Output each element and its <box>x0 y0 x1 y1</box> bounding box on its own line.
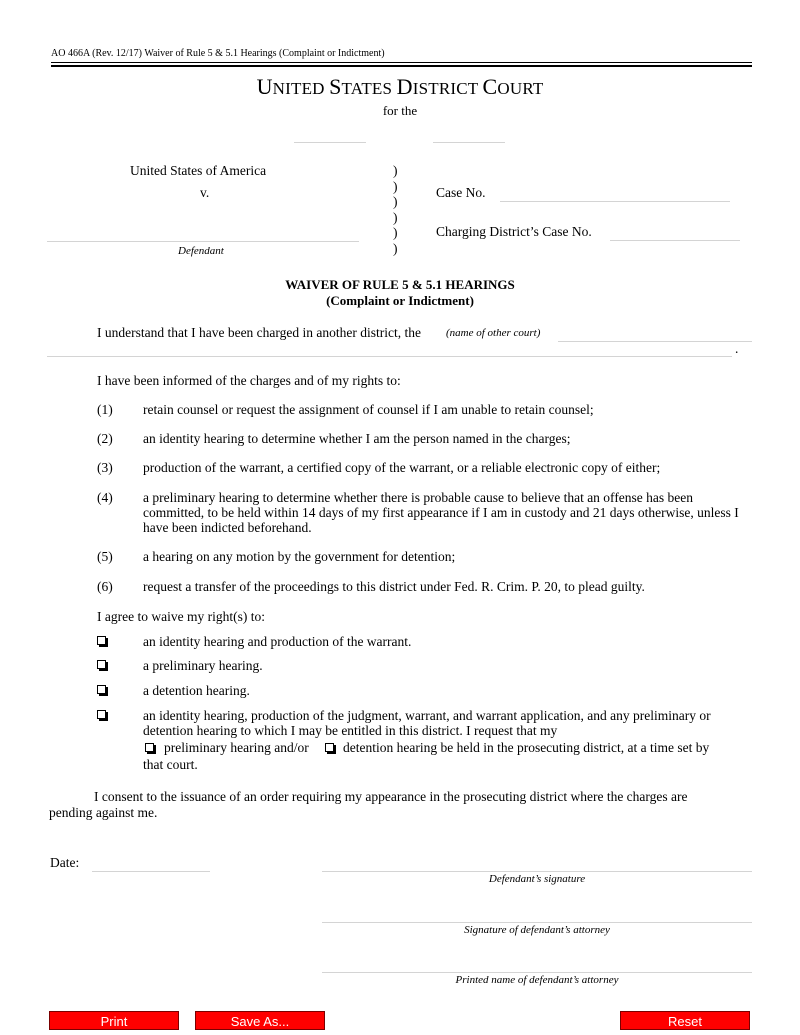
header-rule-thin <box>51 62 752 63</box>
other-court-field-1[interactable] <box>558 326 752 342</box>
right-4-number: (4) <box>97 490 113 505</box>
sub-detention-text: detention hearing be held in the prosecuting district, at a time set by <box>343 740 710 755</box>
court-title-s: S <box>329 74 342 99</box>
waiver-subtitle: (Complaint or Indictment) <box>326 293 474 308</box>
court-title-c: C <box>482 74 498 99</box>
right-3-number: (3) <box>97 460 113 475</box>
sub-option-tail: that court. <box>143 757 198 772</box>
right-6-number: (6) <box>97 579 113 594</box>
court-title-ourt: OURT <box>497 79 544 98</box>
court-title-d: D <box>396 74 413 99</box>
waiver-title: WAIVER OF RULE 5 & 5.1 HEARINGS <box>285 277 515 292</box>
attorney-signature-line[interactable] <box>322 922 752 923</box>
attorney-signature-label: Signature of defendant’s attorney <box>464 924 610 936</box>
right-2-text: an identity hearing to determine whether I am the person named in the charges; <box>143 431 571 446</box>
reset-button[interactable]: Reset <box>620 1011 750 1030</box>
sub-preliminary-text: preliminary hearing and/or <box>164 740 309 755</box>
right-6-text: request a transfer of the proceedings to this district under Fed. R. Crim. P. 20, to plead guilty. <box>143 579 645 594</box>
form-id: AO 466A (Rev. 12/17) Waiver of Rule 5 & 5.1 Hearings (Complaint or Indictment) <box>51 48 385 59</box>
understand-text: I understand that I have been charged in another district, the <box>97 325 422 340</box>
caption-parentheses: ) ) ) ) ) ) <box>393 163 398 256</box>
right-5-text: a hearing on any motion by the government for detention; <box>143 549 456 564</box>
defendant-name-field[interactable] <box>47 224 359 242</box>
court-title <box>0 74 800 100</box>
court-title-istrict: ISTRICT <box>412 79 483 98</box>
right-1-text: retain counsel or request the assignment of counsel if I am unable to retain counsel; <box>143 402 594 417</box>
case-no-field[interactable] <box>500 186 730 202</box>
case-no-label: Case No. <box>436 185 486 200</box>
state-field[interactable] <box>433 128 505 143</box>
waiver-all-hearings-checkbox[interactable] <box>97 710 106 719</box>
district-field[interactable] <box>294 128 366 143</box>
print-button[interactable]: Print <box>49 1011 179 1030</box>
attorney-printed-name-line[interactable] <box>322 972 752 973</box>
save-as-button[interactable]: Save As... <box>195 1011 325 1030</box>
defendant-signature-line[interactable] <box>322 871 752 872</box>
consent-text-2: pending against me. <box>49 805 158 820</box>
charging-case-no-field[interactable] <box>610 225 740 241</box>
for-the-label: for the <box>382 103 418 118</box>
court-title-nited: NITED <box>272 79 330 98</box>
court-title-u: U <box>256 74 273 99</box>
court-title-tates: TATES <box>341 79 397 98</box>
defendant-signature-label: Defendant’s signature <box>488 873 586 885</box>
other-court-field-2[interactable] <box>47 341 732 357</box>
waiver-preliminary-text: a preliminary hearing. <box>143 658 263 673</box>
waiver-identity-text: an identity hearing and production of the warrant. <box>143 634 412 649</box>
versus-label: v. <box>200 185 210 200</box>
other-court-hint: (name of other court) <box>446 327 541 339</box>
right-1-number: (1) <box>97 402 113 417</box>
date-field[interactable] <box>92 856 210 872</box>
right-3-text: production of the warrant, a certified copy of the warrant, or a reliable electronic copy of either; <box>143 460 661 475</box>
waiver-preliminary-checkbox[interactable] <box>97 660 106 669</box>
other-court-period: . <box>735 341 739 356</box>
right-5-number: (5) <box>97 549 113 564</box>
right-4-text: a preliminary hearing to determine whether there is probable cause to believe that an offense has been committed, to be held within 14 days of my first appearance if I am in custody and 21 days otherwise, unless I have been indicted beforehand. <box>143 490 739 535</box>
agree-text: I agree to waive my right(s) to: <box>97 609 265 624</box>
date-label: Date: <box>50 855 80 870</box>
informed-text: I have been informed of the charges and of my rights to: <box>97 373 401 388</box>
right-2-number: (2) <box>97 431 113 446</box>
attorney-printed-name-label: Printed name of defendant’s attorney <box>455 974 619 986</box>
defendant-label: Defendant <box>178 245 224 257</box>
waiver-identity-checkbox[interactable] <box>97 636 106 645</box>
sub-detention-checkbox[interactable] <box>325 743 334 752</box>
charging-case-no-label: Charging District’s Case No. <box>436 224 592 239</box>
consent-text: I consent to the issuance of an order requiring my appearance in the prosecuting district where the charges are <box>94 789 688 804</box>
sub-preliminary-checkbox[interactable] <box>145 743 154 752</box>
waiver-all-hearings-text: an identity hearing, production of the judgment, warrant, and warrant application, and any preliminary or detention hearing to which I may be entitled in this district. I request that my <box>143 708 711 738</box>
waiver-detention-checkbox[interactable] <box>97 685 106 694</box>
waiver-detention-text: a detention hearing. <box>143 683 250 698</box>
header-rule-thick <box>51 65 752 67</box>
plaintiff-name: United States of America <box>130 163 267 178</box>
